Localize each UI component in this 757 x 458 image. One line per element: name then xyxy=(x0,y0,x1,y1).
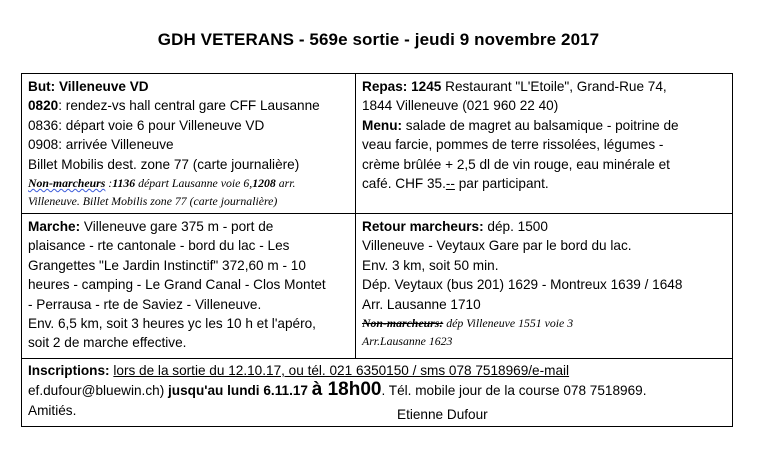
repas-line-5: crème brûlée + 2,5 dl de vin rouge, eau minérale et xyxy=(362,156,670,172)
repas-line-2: 1844 Villeneuve (021 960 22 40) xyxy=(362,98,559,114)
cell-retour xyxy=(356,214,732,359)
cell-marche xyxy=(22,214,356,359)
but-line-4: Billet Mobilis dest. zone 77 (carte journalière) xyxy=(28,156,300,172)
repas-line-4: veau farcie, pommes de terre rissolées, légumes - xyxy=(362,137,664,153)
retour-line-1: Retour marcheurs: dép. 1500 xyxy=(362,219,548,234)
cell-repas xyxy=(356,74,732,214)
but-heading: But: Villeneuve VD xyxy=(28,79,149,94)
marche-line-3: Grangettes "Le Jardin Instinctif" 372,60 m - 10 xyxy=(28,257,306,273)
inscriptions-line-3: Amitiés. xyxy=(28,402,77,418)
marche-line-7: soit 2 de marche effective. xyxy=(28,335,187,351)
repas-line-1: Repas: 1245 Restaurant "L'Etoile", Grand-Rue 74, xyxy=(362,79,667,94)
cell-but xyxy=(22,74,356,214)
but-handwritten-2: Villeneuve. Billet Mobilis zone 77 (carte journalière) xyxy=(28,194,278,209)
repas-line-3: Menu: salade de magret au balsamique - poitrine de xyxy=(362,117,679,133)
but-line-1: 0820: rendez-vs hall central gare CFF Lausanne xyxy=(28,98,320,114)
marche-line-1: Marche: Villeneuve gare 375 m - port de xyxy=(28,219,274,234)
marche-line-4: heures - camping - Le Grand Canal - Clos Montet xyxy=(28,277,326,293)
retour-line-2: Villeneuve - Veytaux Gare par le bord du lac. xyxy=(362,238,632,254)
marche-line-6: Env. 6,5 km, soit 3 heures yc les 10 h et l'apéro, xyxy=(28,316,316,332)
info-table xyxy=(21,73,733,427)
retour-line-3: Env. 3 km, soit 50 min. xyxy=(362,257,499,273)
repas-line-6: café. CHF 35.-- par participant. xyxy=(362,176,549,192)
retour-handwritten-2: Arr.Lausanne 1623 xyxy=(362,334,453,349)
but-handwritten-1: Non-marcheurs :1136 départ Lausanne voie 6,1208 arr. xyxy=(28,176,296,191)
retour-line-5: Arr. Lausanne 1710 xyxy=(362,296,481,312)
retour-handwritten-1: Non-marcheurs: dép Villeneuve 1551 voie 3 xyxy=(362,316,574,331)
deadline-time: à 18h00 xyxy=(311,379,382,401)
marche-line-2: plaisance - rte cantonale - bord du lac - Les xyxy=(28,238,290,254)
inscriptions-line-2: ef.dufour@bluewin.ch) jusqu'au lundi 6.11.17 à 18h00. Tél. mobile jour de la course 078 7518969. xyxy=(28,379,647,401)
signature: Etienne Dufour xyxy=(397,407,488,422)
but-line-3: 0908: arrivée Villeneuve xyxy=(28,137,174,153)
cell-inscriptions xyxy=(22,359,732,426)
retour-line-4: Dép. Veytaux (bus 201) 1629 - Montreux 1639 / 1648 xyxy=(362,277,683,293)
page-title: GDH VETERANS - 569e sortie - jeudi 9 novembre 2017 xyxy=(157,30,600,49)
marche-line-5: - Perrausa - rte de Saviez - Villeneuve. xyxy=(28,296,262,312)
inscriptions-line-1: Inscriptions: lors de la sortie du 12.10.17, ou tél. 021 6350150 / sms 078 7518969/e-mail xyxy=(28,363,570,378)
email-link: ef.dufour@bluewin.ch) xyxy=(28,383,168,399)
but-line-2: 0836: départ voie 6 pour Villeneuve VD xyxy=(28,117,265,133)
